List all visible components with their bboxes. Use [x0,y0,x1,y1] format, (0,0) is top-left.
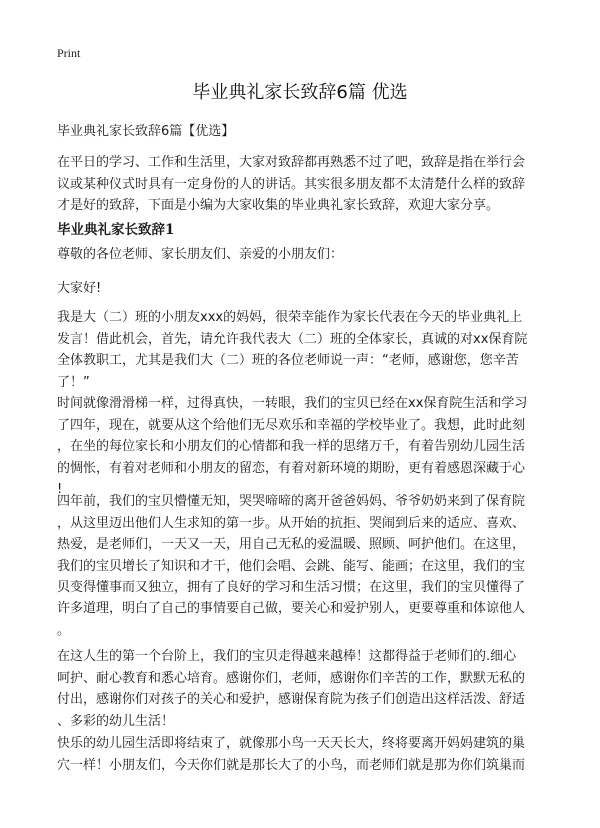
text-line: 尊敬的各位老师、家长朋友们、亲爱的小朋友们： [57,247,344,262]
text-line: 我们的宝贝增长了知识和才干，他们会唱、会跳、能写、能画；在这里，我们的宝 [57,558,526,574]
text-line: 全体教职工，尤其是我们大（二）班的各位老师说一声：“老师，感谢您，您辛苦 [57,353,519,368]
text-line: 在这人生的第一个台阶上，我们的宝贝走得越来越棒！这都得益于老师们的.细心 [57,649,517,664]
text-line: 穴一样！小朋友们，今天你们就是那长大了的小鸟，而老师们就是那为你们筑巢而 [57,757,526,773]
text-line: 、多彩的幼儿生活！ [57,713,175,729]
paragraph-5 [57,646,547,732]
text-line: 大家好! [57,281,102,296]
text-line: 呵护、耐心教育和悉心培育。感谢你们，老师，感谢你们辛苦的工作，默默无私的 [57,670,526,686]
greeting-line [57,244,547,266]
text-line: 贝变得懂事而又独立，拥有了良好的学习和生活习惯；在这里，我们的宝贝懂得了 [57,580,526,595]
text-line: 付出，感谢你们对孩子的关心和爱护，感谢保育院为孩子们创造出这样活泼、舒适 [57,692,526,707]
paragraph-3 [57,491,547,599]
section-heading: 毕业典礼家长致辞1 [57,222,175,238]
text-line: ，从这里迈出他们人生求知的第一步。从开始的抗拒、哭闹到后来的适应、喜欢、 [57,515,526,531]
text-line: 时间就像滑滑梯一样，过得真快，一转眼，我们的宝贝已经在xx保育院生活和学习 [57,396,528,411]
print-label: Print [57,46,81,60]
text-line: ! [57,482,63,497]
text-line: 。 [57,622,71,638]
paragraph-6 [57,733,547,776]
text-line: 在平日的学习、工作和生活里，大家对致辞都再熟悉不过了吧，致辞是指在举行会 [57,155,526,170]
hello-line [57,278,547,300]
intro-paragraph [57,152,547,217]
document-title: 毕业典礼家长致辞6篇 优选 [192,82,408,103]
text-line: 发言！借此机会，首先，请允许我代表大（二）班的全体家长，真诚的对xx保育院 [57,331,528,347]
text-line: 议或某种仪式时具有一定身份的人的讲话。其实很多朋友都不太清楚什么样的致辞 [57,176,526,192]
text-line: 了！” [57,374,90,390]
paragraph-2 [57,393,547,501]
text-line: 的惆怅，有着对老师和小朋友的留恋，有着对新环境的期盼，更有着感恩深藏于心 [57,460,526,476]
text-line: 快乐的幼儿园生活即将结束了，就像那小鸟一天天长大，终将要离开妈妈建筑的巢 [57,736,526,751]
text-line: 才是好的致辞，下面是小编为大家收集的毕业典礼家长致辞，欢迎大家分享。 [57,198,500,213]
text-line: 四年前，我们的宝贝懵懂无知，哭哭啼啼的离开爸爸妈妈、爷爷奶奶来到了保育院 [57,494,526,509]
document-subtitle: 毕业典礼家长致辞6篇【优选】 [57,124,235,139]
paragraph-1 [57,307,547,393]
text-line: 热爱，是老师们，一天又一天，用自己无私的爱温暖、照顾、呵护他们。在这里， [57,537,526,552]
text-line: 了四年，现在，就要从这个给他们无尽欢乐和幸福的学校毕业了。我想，此时此刻 [57,417,526,433]
text-line: 许多道理，明白了自己的事情要自己做，要关心和爱护别人，更要尊重和体谅他人 [57,601,526,616]
paragraph-4 [57,598,547,641]
text-line: 我是大（二）班的小朋友xxx的妈妈，很荣幸能作为家长代表在今天的毕业典礼上 [57,310,523,325]
text-line: ，在坐的每位家长和小朋友们的心情都和我一样的思绪万千，有着告别幼儿园生活 [57,439,526,454]
